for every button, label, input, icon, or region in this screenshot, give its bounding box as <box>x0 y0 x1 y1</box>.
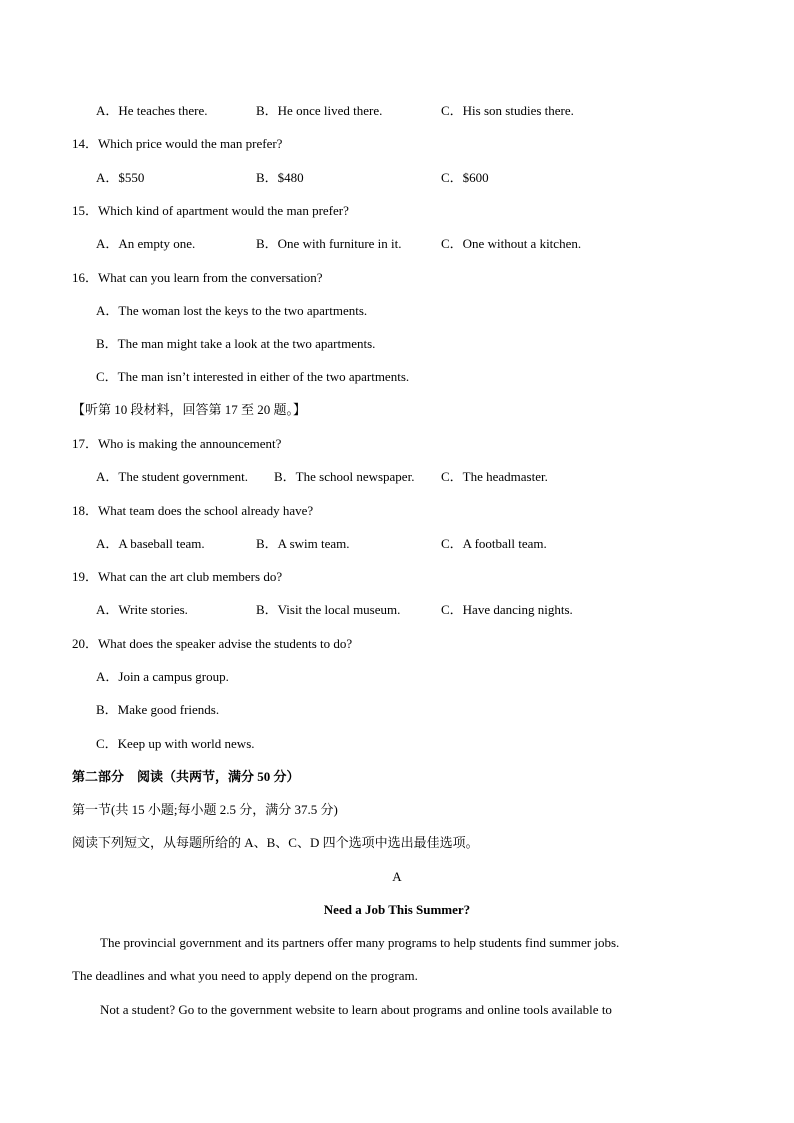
q15-option-a: A．An empty one. <box>96 236 196 251</box>
q14-option-b: B．$480 <box>256 170 304 185</box>
q13-option-b: B．He once lived there. <box>256 103 383 118</box>
q14-option-c: C．$600 <box>441 170 489 185</box>
q19-option-b: B．Visit the local museum. <box>256 602 401 617</box>
q19-option-c: C．Have dancing nights. <box>441 602 573 617</box>
q13-option-c: C．His son studies there. <box>441 103 574 118</box>
q17-question: 17．Who is making the announcement? <box>72 436 282 451</box>
q19-question: 19．What can the art club members do? <box>72 569 283 584</box>
q14-question: 14．Which price would the man prefer? <box>72 136 283 151</box>
section-note: 【听第 10 段材料，回答第 17 至 20 题。】 <box>72 402 307 417</box>
q15-option-b: B．One with furniture in it. <box>256 236 402 251</box>
q20-question: 20．What does the speaker advise the students to do? <box>72 636 353 651</box>
q16-option-c: C．The man isn’t interested in either of the two apartments. <box>96 369 410 384</box>
q18-option-c: C．A football team. <box>441 536 547 551</box>
q18-option-b: B．A swim team. <box>256 536 350 551</box>
part2-heading: 第二部分 阅读（共两节，满分 50 分） <box>72 769 300 784</box>
q18-option-a: A．A baseball team. <box>96 536 205 551</box>
q20-option-c: C．Keep up with world news. <box>96 736 255 751</box>
q15-option-c: C．One without a kitchen. <box>441 236 582 251</box>
q18-question: 18．What team does the school already have? <box>72 503 314 518</box>
q16-option-b: B．The man might take a look at the two apartments. <box>96 336 376 351</box>
part2-section1: 第一节(共 15 小题;每小题 2.5 分，满分 37.5 分) <box>72 802 338 817</box>
q20-option-a: A．Join a campus group. <box>96 669 229 684</box>
q19-option-a: A．Write stories. <box>96 602 188 617</box>
q16-question: 16．What can you learn from the conversation? <box>72 270 323 285</box>
q14-option-a: A．$550 <box>96 170 145 185</box>
q17-option-a: A．The student government. <box>96 469 248 484</box>
q13-option-a: A．He teaches there. <box>96 103 208 118</box>
passage-letter: A <box>392 869 402 884</box>
q17-option-b: B．The school newspaper. <box>274 469 415 484</box>
passage-paragraph-1: The provincial government and its partners offer many programs to help students find summer jobs. <box>100 935 620 950</box>
q20-option-b: B．Make good friends. <box>96 702 220 717</box>
q16-option-a: A．The woman lost the keys to the two apartments. <box>96 303 368 318</box>
part2-instruction: 阅读下列短文，从每题所给的 A、B、C、D 四个选项中选出最佳选项。 <box>72 835 479 850</box>
q15-question: 15．Which kind of apartment would the man prefer? <box>72 203 349 218</box>
passage-paragraph-2: Not a student? Go to the government website to learn about programs and online tools available to <box>100 1002 612 1017</box>
q17-option-c: C．The headmaster. <box>441 469 548 484</box>
passage-paragraph-1-cont: The deadlines and what you need to apply depend on the program. <box>72 968 418 983</box>
passage-title: Need a Job This Summer? <box>323 902 471 917</box>
